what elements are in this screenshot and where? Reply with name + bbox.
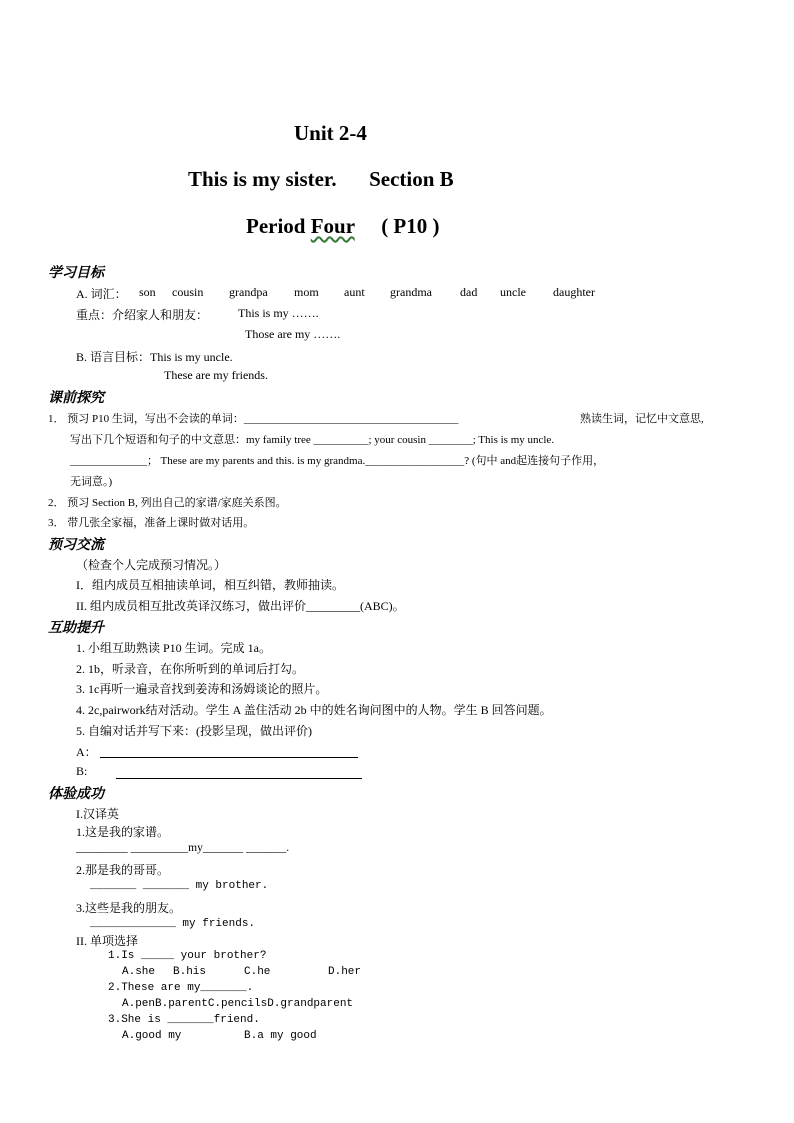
vocab-word-8: daughter	[553, 285, 595, 299]
translation-part-heading: I.汉译英	[76, 807, 119, 821]
vocab-word-3: mom	[294, 285, 319, 299]
exchange-note: （检查个人完成预习情况。）	[76, 558, 227, 572]
experience-heading: 体验成功	[48, 787, 104, 802]
vocab-word-0: son	[139, 285, 156, 299]
mc-question-2: 2.These are my_______.	[108, 982, 254, 994]
period-word: Period	[246, 214, 306, 238]
preclass-item-1-line-1-tail: 熟读生词，记忆中文意思,	[580, 413, 704, 425]
vocab-prefix: A. 词汇：	[76, 287, 127, 301]
translation-q1: 1.这是我的家谱。	[76, 825, 170, 839]
exchange-heading: 预习交流	[48, 538, 104, 553]
preclass-item-1-line-2: 写出下几个短语和句子的中文意思：my family tree __________; your cousin ________; This is my uncle.	[70, 434, 555, 446]
vocab-word-5: grandma	[390, 285, 432, 299]
translation-q1-blanks[interactable]: _________ __________my_______ _______.	[76, 842, 290, 854]
preclass-item-1-line-3: ______________； These are my parents and this. is my grandma.__________________? (句中 and起连接句子作用，	[70, 455, 605, 467]
page-reference: ( P10 )	[381, 214, 440, 238]
focus-example-1: This is my …….	[238, 306, 319, 320]
preclass-item-2: 2． 预习 Section B, 列出自己的家谱/家庭关系图。	[48, 497, 287, 509]
exchange-item-1: I．组内成员互相抽读单词，相互纠错，教师抽读。	[76, 578, 344, 592]
period-title	[246, 214, 440, 239]
vocab-word-1: cousin	[172, 285, 204, 299]
preclass-item-3: 3． 带几张全家福，准备上课时做对话用。	[48, 517, 255, 529]
preclass-item-1-line-4: 无词意。)	[70, 476, 113, 488]
vocab-word-7: uncle	[500, 285, 526, 299]
language-goal: B. 语言目标：This is my uncle.	[76, 350, 233, 364]
section-label: Section B	[369, 167, 454, 191]
translation-q2-blanks[interactable]: _______ _______ my brother.	[90, 880, 269, 892]
mutual-item-5: 5. 自编对话并写下来：(投影呈现，做出评价)	[76, 724, 312, 738]
dialog-a-label: A：	[76, 745, 97, 759]
vocab-word-2: grandpa	[229, 285, 268, 299]
focus-line: 重点：介绍家人和朋友：	[76, 308, 209, 322]
lesson-title	[188, 167, 454, 192]
translation-q2: 2.那是我的哥哥。	[76, 863, 170, 877]
mc-q3-option-a[interactable]: A.good my	[122, 1030, 182, 1042]
mc-question-1: 1.Is _____ your brother?	[108, 950, 267, 962]
preclass-heading: 课前探究	[48, 391, 104, 406]
preclass-item-1-line-1: 1． 预习 P10 生词，写出不会读的单词：_______________________________________	[48, 413, 459, 425]
lesson-title-text: This is my sister.	[188, 167, 337, 191]
mc-q1-option-b[interactable]: B.his	[173, 966, 207, 978]
dialog-b-answer-line[interactable]	[116, 778, 362, 779]
dialog-a-answer-line[interactable]	[100, 757, 358, 758]
language-goal-example: These are my friends.	[164, 368, 268, 382]
vocab-word-4: aunt	[344, 285, 365, 299]
dialog-b-label: B:	[76, 764, 88, 778]
mc-q3-option-b[interactable]: B.a my good	[244, 1030, 317, 1042]
translation-q3-blanks[interactable]: _____________ my friends.	[90, 918, 256, 930]
focus-example-2: Those are my …….	[245, 327, 341, 341]
mutual-item-1: 1. 小组互助熟读 P10 生词。完成 1a。	[76, 641, 272, 655]
mc-q2-options[interactable]: A.penB.parentC.pencilsD.grandparent	[122, 998, 354, 1010]
goals-heading: 学习目标	[48, 266, 104, 281]
exchange-item-2: II. 组内成员相互批改英译汉练习，做出评价_________(ABC)。	[76, 599, 405, 613]
unit-title: Unit 2-4	[294, 121, 367, 145]
mutual-heading: 互助提升	[48, 621, 104, 636]
mc-q1-option-d[interactable]: D.her	[328, 966, 362, 978]
mutual-item-2: 2. 1b，听录音，在你所听到的单词后打勾。	[76, 662, 305, 676]
mutual-item-3: 3. 1c再听一遍录音找到姜涛和汤姆谈论的照片。	[76, 682, 328, 696]
mutual-item-4: 4. 2c,pairwork结对活动。学生 A 盖住活动 2b 中的姓名询问图中的人物。学生 B 回答问题。	[76, 703, 552, 717]
mc-q1-option-a[interactable]: A.she	[122, 966, 156, 978]
mc-q1-option-c[interactable]: C.he	[244, 966, 271, 978]
vocab-word-6: dad	[460, 285, 478, 299]
period-number: Four	[310, 214, 355, 238]
multiple-choice-heading: II. 单项选择	[76, 934, 138, 948]
mc-question-3: 3.She is _______friend.	[108, 1014, 260, 1026]
vocab-line	[76, 285, 127, 302]
translation-q3: 3.这些是我的朋友。	[76, 901, 182, 915]
